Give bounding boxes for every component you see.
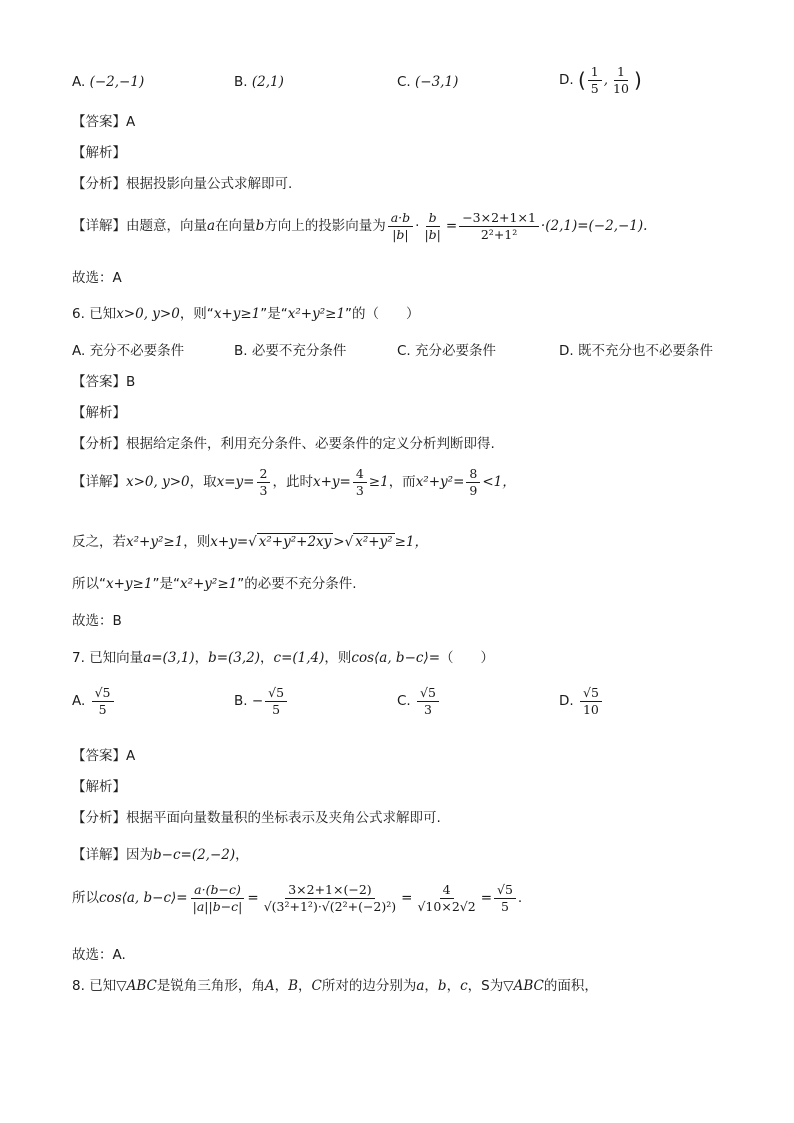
answer-tag: 【答案】 bbox=[72, 114, 126, 130]
q5-fenxi bbox=[72, 172, 292, 192]
option-label: B. bbox=[234, 74, 248, 90]
numerator: 8 bbox=[466, 466, 480, 483]
q6-analysis-tag bbox=[72, 401, 126, 421]
stem-math: c=(1,4) bbox=[273, 650, 325, 666]
stem-math: ▽ABC bbox=[116, 978, 157, 994]
math-expr: ≥1 bbox=[368, 474, 389, 491]
denominator: 3 bbox=[259, 482, 268, 498]
math-expr: cos⟨a, b−c⟩= bbox=[99, 890, 188, 907]
q7-xiangjie-line1 bbox=[72, 843, 249, 863]
q5-result bbox=[72, 266, 122, 286]
q6-option-a bbox=[72, 339, 184, 359]
numerator: √5 bbox=[92, 685, 114, 702]
stem-text: ，则“ bbox=[179, 306, 214, 322]
numerator: 4 bbox=[440, 882, 454, 899]
denominator: 5 bbox=[500, 898, 509, 914]
result-text: 故选：A bbox=[72, 270, 122, 286]
option-label: C. bbox=[397, 693, 411, 710]
text: ， bbox=[235, 847, 249, 863]
equals: = bbox=[480, 890, 492, 907]
stem-math: b=(3,2) bbox=[208, 650, 261, 666]
stem-math: c bbox=[460, 978, 468, 994]
stem-math: x+y≥1 bbox=[213, 306, 261, 322]
text: ，此时 bbox=[272, 474, 313, 491]
q7-options bbox=[72, 685, 732, 729]
stem-text: ， bbox=[424, 978, 438, 994]
option-label: C. bbox=[397, 74, 411, 90]
denominator: 10 bbox=[582, 701, 599, 717]
result-text: 故选：B bbox=[72, 613, 122, 629]
text: 反之，若 bbox=[72, 534, 126, 550]
math-expr: ≥1， bbox=[394, 534, 429, 550]
option-fraction bbox=[580, 685, 602, 717]
answer-tag: 【答案】 bbox=[72, 374, 126, 390]
comma: , bbox=[603, 72, 609, 89]
analysis-tag: 【解析】 bbox=[72, 405, 126, 421]
denominator: 2²+1² bbox=[480, 226, 518, 242]
stem-math: ▽ABC bbox=[503, 978, 544, 994]
sqrt-radicand: x²+y² bbox=[355, 534, 393, 550]
projection-fraction-1 bbox=[388, 210, 413, 242]
math-expr: x²+y²≥1 bbox=[179, 576, 238, 592]
result-text: 故选：A. bbox=[72, 947, 126, 963]
q6-xiangjie-line1 bbox=[72, 466, 516, 498]
text: 所以 bbox=[72, 890, 99, 907]
stem-text: ”的（ ） bbox=[345, 306, 420, 322]
sqrt-radicand: x²+y²+2xy bbox=[258, 534, 332, 550]
numerator: √5 bbox=[417, 685, 439, 702]
stem-text: ， bbox=[194, 650, 209, 666]
denominator: 5 bbox=[272, 701, 281, 717]
text: ”是“ bbox=[152, 576, 180, 592]
q7-fenxi bbox=[72, 806, 441, 826]
option-value: (2,1) bbox=[251, 74, 284, 90]
equals: = bbox=[401, 890, 413, 907]
denominator: 3 bbox=[424, 701, 432, 717]
q7-option-b bbox=[234, 685, 289, 717]
denominator: √(3²+1²)·√(2²+(−2)²) bbox=[263, 898, 397, 914]
stem-text: 已知 bbox=[89, 306, 117, 322]
question-number: 6. bbox=[72, 306, 85, 322]
option-sign: − bbox=[251, 693, 264, 710]
stem-math: B bbox=[288, 978, 298, 994]
option-value: 充分必要条件 bbox=[415, 343, 497, 359]
stem-math: C bbox=[311, 978, 322, 994]
q6-option-b bbox=[234, 339, 346, 359]
option-label: A. bbox=[72, 74, 86, 90]
denominator: 9 bbox=[469, 482, 478, 498]
math-expr: x>0, y>0 bbox=[126, 474, 190, 491]
answer-value: A bbox=[126, 114, 136, 130]
q6-option-d bbox=[559, 339, 713, 359]
q6-xiangjie-line2 bbox=[72, 530, 428, 550]
fraction bbox=[414, 882, 478, 914]
vector-b: b bbox=[255, 218, 265, 235]
xiangjie-text: 方向上的投影向量为 bbox=[264, 218, 386, 235]
fenxi-tag: 【分析】 bbox=[72, 176, 126, 192]
text: ，取 bbox=[189, 474, 217, 491]
fenxi-text: 根据平面向量数量积的坐标表示及夹角公式求解即可. bbox=[126, 810, 441, 826]
option-value: 充分不必要条件 bbox=[89, 343, 185, 359]
stem-math: A bbox=[264, 978, 275, 994]
projection-fraction-3 bbox=[459, 210, 539, 242]
answer-tag: 【答案】 bbox=[72, 748, 126, 764]
q7-stem bbox=[72, 646, 494, 666]
denominator: 3 bbox=[355, 482, 364, 498]
numerator: 2 bbox=[257, 466, 271, 483]
q7-option-a bbox=[72, 685, 116, 717]
stem-math: b bbox=[437, 978, 447, 994]
denominator: |a||b−c| bbox=[192, 898, 243, 914]
period: . bbox=[517, 890, 523, 907]
numerator: √5 bbox=[265, 685, 287, 702]
math-expr: x+y= bbox=[312, 474, 351, 491]
equals: = bbox=[445, 218, 458, 235]
analysis-tag: 【解析】 bbox=[72, 145, 126, 161]
paren-close: ) bbox=[633, 68, 642, 93]
q5-option-c bbox=[397, 74, 458, 90]
sqrt-sign: √ bbox=[344, 534, 354, 550]
option-label: C. bbox=[397, 343, 411, 359]
xiangjie-text: 由题意，向量 bbox=[126, 218, 207, 235]
fraction bbox=[353, 466, 367, 498]
projection-fraction-2 bbox=[421, 210, 443, 242]
option-label: D. bbox=[559, 693, 574, 710]
numerator: 1 bbox=[588, 64, 602, 81]
xiangjie-tag: 【详解】 bbox=[72, 218, 126, 235]
numerator: a·(b−c) bbox=[191, 882, 244, 899]
xiangjie-tail: ·(2,1)=(−2,−1). bbox=[540, 218, 648, 235]
denominator: 5 bbox=[590, 80, 599, 96]
q6-options bbox=[72, 339, 732, 369]
q5-option-a bbox=[72, 74, 144, 90]
q8-stem bbox=[72, 974, 598, 994]
denominator: |b| bbox=[392, 226, 409, 242]
math-expr: <1， bbox=[482, 474, 516, 491]
q7-analysis-tag bbox=[72, 775, 126, 795]
question-number: 7. bbox=[72, 650, 85, 666]
numerator: a·b bbox=[388, 210, 413, 227]
paren-open: ( bbox=[577, 68, 586, 93]
option-value: 既不充分也不必要条件 bbox=[577, 343, 713, 359]
stem-text: ， bbox=[260, 650, 274, 666]
q6-result bbox=[72, 609, 122, 629]
text: ，而 bbox=[388, 474, 416, 491]
text: 所以“ bbox=[72, 576, 106, 592]
math-expr: x+y= bbox=[210, 534, 249, 550]
stem-text: ， bbox=[274, 978, 289, 994]
answer-value: B bbox=[126, 374, 136, 390]
stem-text: 是锐角三角形，角 bbox=[156, 978, 265, 994]
stem-math: a bbox=[416, 978, 425, 994]
option-fraction bbox=[417, 685, 439, 717]
q7-xiangjie-line2 bbox=[72, 882, 522, 914]
stem-text: ，则 bbox=[324, 650, 352, 666]
q6-answer bbox=[72, 370, 135, 390]
q5-analysis-tag bbox=[72, 141, 126, 161]
q5-options bbox=[72, 64, 732, 100]
option-label: B. bbox=[234, 343, 248, 359]
vector-a: a bbox=[207, 218, 216, 235]
q7-result bbox=[72, 943, 126, 963]
option-fraction bbox=[610, 64, 632, 96]
math-expr: x²+y²= bbox=[415, 474, 465, 491]
fraction bbox=[494, 882, 516, 914]
denominator: 5 bbox=[98, 701, 107, 717]
option-value: (−2,−1) bbox=[89, 74, 145, 90]
numerator: 3×2+1×(−2) bbox=[285, 882, 374, 899]
math-expr: > bbox=[333, 534, 345, 550]
option-fraction bbox=[588, 64, 602, 96]
denominator: 10 bbox=[613, 80, 629, 96]
xiangjie-text: 在向量 bbox=[215, 218, 256, 235]
text: ”的必要不充分条件. bbox=[237, 576, 357, 592]
math-expr: x+y≥1 bbox=[106, 576, 153, 592]
q7-option-c bbox=[397, 685, 441, 717]
option-label: B. bbox=[234, 693, 248, 710]
numerator: −3×2+1×1 bbox=[459, 210, 539, 227]
stem-text: ， bbox=[298, 978, 312, 994]
q5-option-b bbox=[234, 74, 284, 90]
fenxi-text: 根据投影向量公式求解即可. bbox=[126, 176, 293, 192]
option-fraction bbox=[92, 685, 114, 717]
q5-xiangjie bbox=[72, 210, 647, 242]
q6-option-c bbox=[397, 339, 496, 359]
text: ，则 bbox=[183, 534, 211, 550]
numerator: 4 bbox=[353, 466, 367, 483]
option-label: A. bbox=[72, 343, 86, 359]
stem-text: （ ） bbox=[440, 650, 495, 666]
math-expr: x²+y²≥1 bbox=[126, 534, 184, 550]
stem-math: x>0, y>0 bbox=[116, 306, 180, 322]
numerator: b bbox=[426, 210, 440, 227]
option-value: (−3,1) bbox=[415, 74, 459, 90]
q5-answer bbox=[72, 110, 135, 130]
stem-text: ，S为 bbox=[467, 978, 504, 994]
q5-option-d bbox=[559, 64, 642, 96]
stem-math: a=(3,1) bbox=[143, 650, 195, 666]
option-value: 必要不充分条件 bbox=[251, 343, 347, 359]
numerator: √5 bbox=[494, 882, 516, 899]
stem-text: ”是“ bbox=[260, 306, 288, 322]
analysis-tag: 【解析】 bbox=[72, 779, 126, 795]
numerator: 1 bbox=[614, 64, 628, 81]
stem-text: 的面积， bbox=[543, 978, 598, 994]
q6-stem bbox=[72, 302, 420, 322]
stem-text: 已知 bbox=[89, 978, 117, 994]
denominator: |b| bbox=[424, 226, 441, 242]
fenxi-tag: 【分析】 bbox=[72, 810, 126, 826]
equals: = bbox=[247, 890, 259, 907]
option-label: D. bbox=[559, 343, 574, 359]
q6-xiangjie-line3 bbox=[72, 572, 357, 592]
option-fraction bbox=[265, 685, 287, 717]
xiangjie-tag: 【详解】 bbox=[72, 474, 126, 491]
q7-answer bbox=[72, 744, 135, 764]
fraction bbox=[190, 882, 246, 914]
math-expr: b−c=(2,−2) bbox=[153, 847, 236, 863]
dot: · bbox=[415, 218, 420, 235]
stem-text: 所对的边分别为 bbox=[321, 978, 417, 994]
sqrt-sign: √ bbox=[248, 534, 257, 550]
question-number: 8. bbox=[72, 978, 85, 994]
fenxi-text: 根据给定条件，利用充分条件、必要条件的定义分析判断即得. bbox=[126, 436, 495, 452]
stem-text: 已知向量 bbox=[89, 650, 144, 666]
q7-option-d bbox=[559, 685, 604, 717]
fraction bbox=[466, 466, 480, 498]
math-expr: x=y= bbox=[216, 474, 255, 491]
option-label: A. bbox=[72, 693, 86, 710]
answer-value: A bbox=[126, 748, 136, 764]
q6-fenxi bbox=[72, 432, 495, 452]
fenxi-tag: 【分析】 bbox=[72, 436, 126, 452]
denominator: √10×2√2 bbox=[417, 898, 476, 914]
stem-text: ， bbox=[446, 978, 461, 994]
fraction bbox=[261, 882, 399, 914]
xiangjie-tag: 【详解】 bbox=[72, 847, 126, 863]
option-label: D. bbox=[559, 72, 574, 89]
fraction bbox=[257, 466, 271, 498]
numerator: √5 bbox=[580, 685, 602, 702]
text: 因为 bbox=[126, 847, 153, 863]
stem-math: cos⟨a, b−c⟩= bbox=[351, 650, 441, 666]
stem-math: x²+y²≥1 bbox=[287, 306, 346, 322]
